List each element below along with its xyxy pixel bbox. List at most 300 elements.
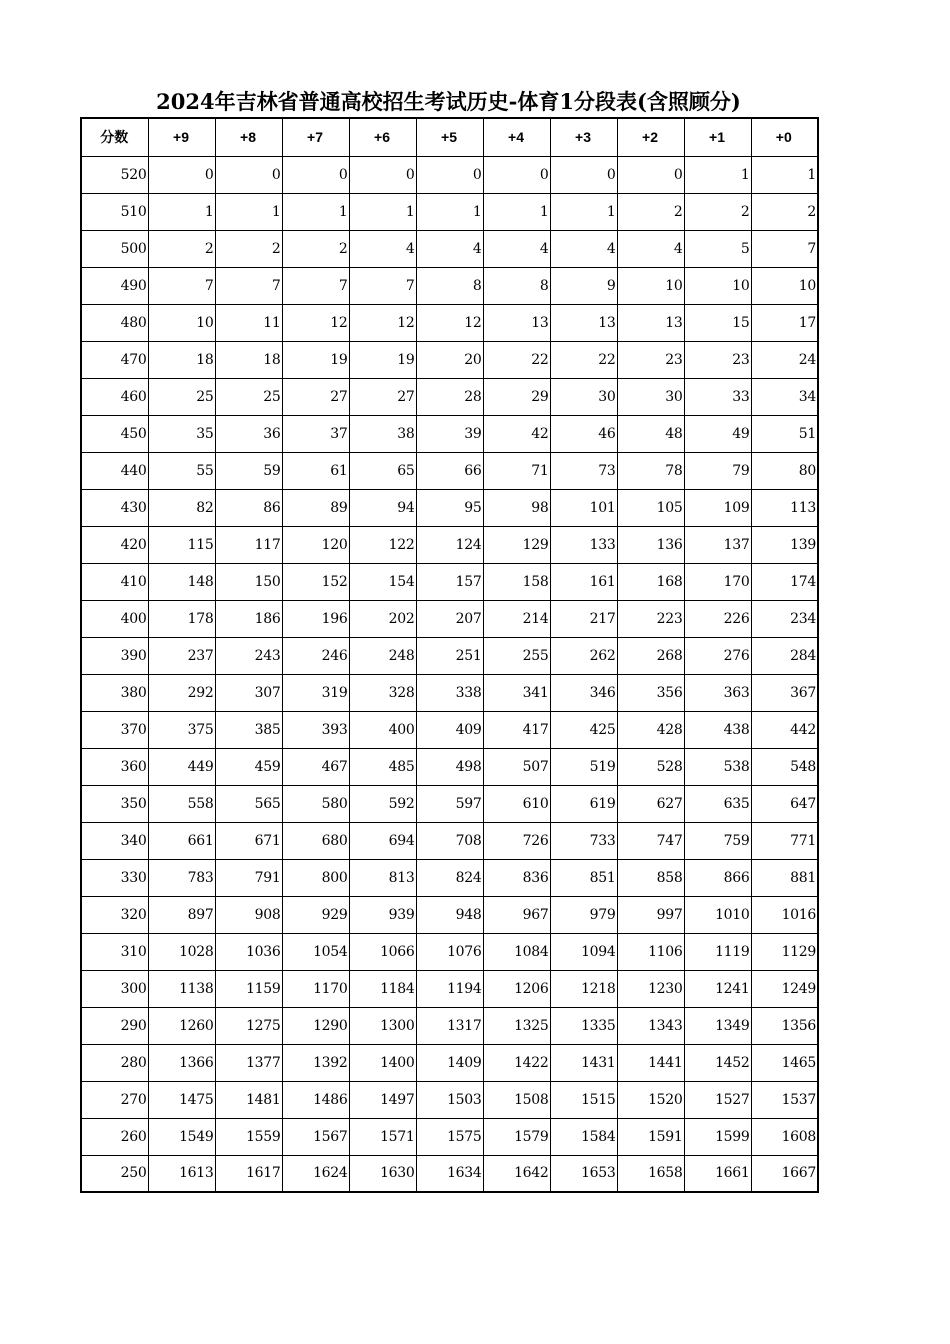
header-row <box>81 118 818 156</box>
count-cell: 1409 <box>416 1044 483 1081</box>
count-cell: 449 <box>148 748 215 785</box>
count-cell: 1549 <box>148 1118 215 1155</box>
table-row <box>81 859 818 896</box>
column-header-offset: +3 <box>550 118 617 156</box>
count-cell: 66 <box>416 452 483 489</box>
count-cell: 4 <box>483 230 550 267</box>
score-cell: 260 <box>81 1118 148 1155</box>
count-cell: 1392 <box>282 1044 349 1081</box>
count-cell: 36 <box>215 415 282 452</box>
count-cell: 1634 <box>416 1155 483 1192</box>
count-cell: 409 <box>416 711 483 748</box>
table-row <box>81 230 818 267</box>
count-cell: 30 <box>550 378 617 415</box>
count-cell: 5 <box>684 230 751 267</box>
count-cell: 251 <box>416 637 483 674</box>
count-cell: 1084 <box>483 933 550 970</box>
count-cell: 1559 <box>215 1118 282 1155</box>
count-cell: 400 <box>349 711 416 748</box>
count-cell: 1119 <box>684 933 751 970</box>
count-cell: 17 <box>751 304 818 341</box>
table-row <box>81 193 818 230</box>
count-cell: 800 <box>282 859 349 896</box>
count-cell: 813 <box>349 859 416 896</box>
count-cell: 7 <box>349 267 416 304</box>
count-cell: 1400 <box>349 1044 416 1081</box>
table-header <box>81 118 818 156</box>
count-cell: 10 <box>684 267 751 304</box>
count-cell: 25 <box>148 378 215 415</box>
column-header-offset: +7 <box>282 118 349 156</box>
count-cell: 152 <box>282 563 349 600</box>
count-cell: 115 <box>148 526 215 563</box>
count-cell: 1275 <box>215 1007 282 1044</box>
count-cell: 38 <box>349 415 416 452</box>
count-cell: 610 <box>483 785 550 822</box>
table-row <box>81 785 818 822</box>
count-cell: 2 <box>148 230 215 267</box>
count-cell: 1 <box>483 193 550 230</box>
count-cell: 2 <box>684 193 751 230</box>
count-cell: 385 <box>215 711 282 748</box>
count-cell: 20 <box>416 341 483 378</box>
count-cell: 647 <box>751 785 818 822</box>
count-cell: 170 <box>684 563 751 600</box>
count-cell: 196 <box>282 600 349 637</box>
count-cell: 824 <box>416 859 483 896</box>
count-cell: 101 <box>550 489 617 526</box>
count-cell: 1571 <box>349 1118 416 1155</box>
count-cell: 2 <box>215 230 282 267</box>
count-cell: 71 <box>483 452 550 489</box>
score-cell: 310 <box>81 933 148 970</box>
count-cell: 375 <box>148 711 215 748</box>
count-cell: 1325 <box>483 1007 550 1044</box>
table-row <box>81 600 818 637</box>
count-cell: 33 <box>684 378 751 415</box>
count-cell: 592 <box>349 785 416 822</box>
count-cell: 13 <box>483 304 550 341</box>
score-cell: 350 <box>81 785 148 822</box>
count-cell: 7 <box>148 267 215 304</box>
count-cell: 0 <box>550 156 617 193</box>
count-cell: 49 <box>684 415 751 452</box>
count-cell: 23 <box>684 341 751 378</box>
count-cell: 82 <box>148 489 215 526</box>
count-cell: 8 <box>416 267 483 304</box>
column-header-offset: +5 <box>416 118 483 156</box>
count-cell: 425 <box>550 711 617 748</box>
count-cell: 10 <box>751 267 818 304</box>
score-cell: 450 <box>81 415 148 452</box>
count-cell: 338 <box>416 674 483 711</box>
count-cell: 428 <box>617 711 684 748</box>
count-cell: 22 <box>550 341 617 378</box>
count-cell: 1184 <box>349 970 416 1007</box>
count-cell: 558 <box>148 785 215 822</box>
count-cell: 1653 <box>550 1155 617 1192</box>
count-cell: 580 <box>282 785 349 822</box>
count-cell: 1 <box>349 193 416 230</box>
count-cell: 1537 <box>751 1081 818 1118</box>
table-row <box>81 563 818 600</box>
count-cell: 1106 <box>617 933 684 970</box>
table-row <box>81 1155 818 1192</box>
score-cell: 330 <box>81 859 148 896</box>
score-cell: 500 <box>81 230 148 267</box>
count-cell: 9 <box>550 267 617 304</box>
count-cell: 18 <box>215 341 282 378</box>
count-cell: 12 <box>282 304 349 341</box>
table-row <box>81 637 818 674</box>
count-cell: 1591 <box>617 1118 684 1155</box>
count-cell: 997 <box>617 896 684 933</box>
count-cell: 25 <box>215 378 282 415</box>
table-row <box>81 896 818 933</box>
count-cell: 1377 <box>215 1044 282 1081</box>
table-body <box>81 156 818 1192</box>
table-row <box>81 933 818 970</box>
count-cell: 73 <box>550 452 617 489</box>
column-header-offset: +1 <box>684 118 751 156</box>
count-cell: 0 <box>617 156 684 193</box>
count-cell: 759 <box>684 822 751 859</box>
count-cell: 178 <box>148 600 215 637</box>
score-cell: 410 <box>81 563 148 600</box>
count-cell: 442 <box>751 711 818 748</box>
count-cell: 858 <box>617 859 684 896</box>
count-cell: 94 <box>349 489 416 526</box>
score-cell: 370 <box>81 711 148 748</box>
count-cell: 18 <box>148 341 215 378</box>
count-cell: 51 <box>751 415 818 452</box>
count-cell: 1661 <box>684 1155 751 1192</box>
count-cell: 158 <box>483 563 550 600</box>
count-cell: 13 <box>617 304 684 341</box>
count-cell: 4 <box>416 230 483 267</box>
count-cell: 1527 <box>684 1081 751 1118</box>
score-cell: 290 <box>81 1007 148 1044</box>
count-cell: 1 <box>282 193 349 230</box>
score-cell: 280 <box>81 1044 148 1081</box>
count-cell: 680 <box>282 822 349 859</box>
count-cell: 548 <box>751 748 818 785</box>
score-cell: 340 <box>81 822 148 859</box>
score-cell: 490 <box>81 267 148 304</box>
count-cell: 627 <box>617 785 684 822</box>
count-cell: 150 <box>215 563 282 600</box>
count-cell: 1010 <box>684 896 751 933</box>
count-cell: 133 <box>550 526 617 563</box>
table-row <box>81 341 818 378</box>
count-cell: 485 <box>349 748 416 785</box>
score-cell: 390 <box>81 637 148 674</box>
count-cell: 1431 <box>550 1044 617 1081</box>
page-title: 2024年吉林省普通高校招生考试历史-体育1分段表(含照顾分) <box>156 89 741 114</box>
count-cell: 1 <box>684 156 751 193</box>
count-cell: 1608 <box>751 1118 818 1155</box>
count-cell: 635 <box>684 785 751 822</box>
count-cell: 7 <box>751 230 818 267</box>
count-cell: 237 <box>148 637 215 674</box>
count-cell: 30 <box>617 378 684 415</box>
count-cell: 7 <box>282 267 349 304</box>
count-cell: 24 <box>751 341 818 378</box>
count-cell: 1343 <box>617 1007 684 1044</box>
count-cell: 1159 <box>215 970 282 1007</box>
count-cell: 1290 <box>282 1007 349 1044</box>
table-row <box>81 415 818 452</box>
count-cell: 13 <box>550 304 617 341</box>
count-cell: 0 <box>416 156 483 193</box>
count-cell: 276 <box>684 637 751 674</box>
count-cell: 341 <box>483 674 550 711</box>
column-header-offset: +6 <box>349 118 416 156</box>
count-cell: 117 <box>215 526 282 563</box>
count-cell: 80 <box>751 452 818 489</box>
table-row <box>81 526 818 563</box>
count-cell: 1667 <box>751 1155 818 1192</box>
count-cell: 4 <box>349 230 416 267</box>
count-cell: 168 <box>617 563 684 600</box>
table-row <box>81 1044 818 1081</box>
count-cell: 1206 <box>483 970 550 1007</box>
count-cell: 1579 <box>483 1118 550 1155</box>
count-cell: 1 <box>148 193 215 230</box>
count-cell: 129 <box>483 526 550 563</box>
count-cell: 1335 <box>550 1007 617 1044</box>
count-cell: 37 <box>282 415 349 452</box>
count-cell: 22 <box>483 341 550 378</box>
count-cell: 948 <box>416 896 483 933</box>
score-cell: 430 <box>81 489 148 526</box>
count-cell: 19 <box>282 341 349 378</box>
column-header-offset: +2 <box>617 118 684 156</box>
count-cell: 671 <box>215 822 282 859</box>
score-cell: 320 <box>81 896 148 933</box>
count-cell: 0 <box>148 156 215 193</box>
count-cell: 124 <box>416 526 483 563</box>
count-cell: 1599 <box>684 1118 751 1155</box>
score-cell: 510 <box>81 193 148 230</box>
count-cell: 1260 <box>148 1007 215 1044</box>
count-cell: 1 <box>416 193 483 230</box>
table-row <box>81 156 818 193</box>
count-cell: 328 <box>349 674 416 711</box>
count-cell: 0 <box>483 156 550 193</box>
count-cell: 1 <box>751 156 818 193</box>
count-cell: 1054 <box>282 933 349 970</box>
column-header-offset: +9 <box>148 118 215 156</box>
count-cell: 89 <box>282 489 349 526</box>
score-cell: 460 <box>81 378 148 415</box>
count-cell: 346 <box>550 674 617 711</box>
count-cell: 1300 <box>349 1007 416 1044</box>
count-cell: 507 <box>483 748 550 785</box>
count-cell: 284 <box>751 637 818 674</box>
count-cell: 881 <box>751 859 818 896</box>
count-cell: 619 <box>550 785 617 822</box>
count-cell: 1503 <box>416 1081 483 1118</box>
count-cell: 1016 <box>751 896 818 933</box>
count-cell: 528 <box>617 748 684 785</box>
count-cell: 27 <box>349 378 416 415</box>
count-cell: 1481 <box>215 1081 282 1118</box>
table-row <box>81 1007 818 1044</box>
count-cell: 694 <box>349 822 416 859</box>
count-cell: 120 <box>282 526 349 563</box>
count-cell: 248 <box>349 637 416 674</box>
count-cell: 105 <box>617 489 684 526</box>
count-cell: 1 <box>550 193 617 230</box>
count-cell: 0 <box>349 156 416 193</box>
count-cell: 1497 <box>349 1081 416 1118</box>
count-cell: 1170 <box>282 970 349 1007</box>
count-cell: 1138 <box>148 970 215 1007</box>
count-cell: 79 <box>684 452 751 489</box>
count-cell: 1317 <box>416 1007 483 1044</box>
count-cell: 154 <box>349 563 416 600</box>
count-cell: 98 <box>483 489 550 526</box>
count-cell: 39 <box>416 415 483 452</box>
score-cell: 300 <box>81 970 148 1007</box>
count-cell: 1366 <box>148 1044 215 1081</box>
count-cell: 565 <box>215 785 282 822</box>
count-cell: 1630 <box>349 1155 416 1192</box>
count-cell: 15 <box>684 304 751 341</box>
count-cell: 78 <box>617 452 684 489</box>
count-cell: 1441 <box>617 1044 684 1081</box>
table-row <box>81 378 818 415</box>
count-cell: 498 <box>416 748 483 785</box>
count-cell: 1036 <box>215 933 282 970</box>
count-cell: 113 <box>751 489 818 526</box>
count-cell: 8 <box>483 267 550 304</box>
count-cell: 10 <box>148 304 215 341</box>
count-cell: 1129 <box>751 933 818 970</box>
count-cell: 243 <box>215 637 282 674</box>
score-cell: 440 <box>81 452 148 489</box>
score-cell: 360 <box>81 748 148 785</box>
count-cell: 939 <box>349 896 416 933</box>
table-row <box>81 489 818 526</box>
count-cell: 2 <box>751 193 818 230</box>
table-row <box>81 1081 818 1118</box>
score-cell: 480 <box>81 304 148 341</box>
table-row <box>81 674 818 711</box>
count-cell: 4 <box>550 230 617 267</box>
count-cell: 1249 <box>751 970 818 1007</box>
count-cell: 363 <box>684 674 751 711</box>
column-header-offset: +8 <box>215 118 282 156</box>
table-row <box>81 711 818 748</box>
count-cell: 1617 <box>215 1155 282 1192</box>
count-cell: 55 <box>148 452 215 489</box>
count-cell: 27 <box>282 378 349 415</box>
count-cell: 10 <box>617 267 684 304</box>
count-cell: 59 <box>215 452 282 489</box>
table-row <box>81 748 818 785</box>
count-cell: 42 <box>483 415 550 452</box>
count-cell: 1349 <box>684 1007 751 1044</box>
column-header-offset: +4 <box>483 118 550 156</box>
count-cell: 1241 <box>684 970 751 1007</box>
count-cell: 897 <box>148 896 215 933</box>
count-cell: 137 <box>684 526 751 563</box>
count-cell: 866 <box>684 859 751 896</box>
count-cell: 207 <box>416 600 483 637</box>
count-cell: 1066 <box>349 933 416 970</box>
count-cell: 1230 <box>617 970 684 1007</box>
count-cell: 319 <box>282 674 349 711</box>
count-cell: 161 <box>550 563 617 600</box>
count-cell: 234 <box>751 600 818 637</box>
count-cell: 1465 <box>751 1044 818 1081</box>
count-cell: 223 <box>617 600 684 637</box>
count-cell: 783 <box>148 859 215 896</box>
count-cell: 262 <box>550 637 617 674</box>
count-cell: 979 <box>550 896 617 933</box>
count-cell: 1515 <box>550 1081 617 1118</box>
count-cell: 1575 <box>416 1118 483 1155</box>
count-cell: 157 <box>416 563 483 600</box>
column-header-score: 分数 <box>81 118 148 156</box>
count-cell: 1520 <box>617 1081 684 1118</box>
score-cell: 270 <box>81 1081 148 1118</box>
count-cell: 417 <box>483 711 550 748</box>
count-cell: 7 <box>215 267 282 304</box>
count-cell: 136 <box>617 526 684 563</box>
count-cell: 1076 <box>416 933 483 970</box>
count-cell: 122 <box>349 526 416 563</box>
count-cell: 2 <box>617 193 684 230</box>
count-cell: 438 <box>684 711 751 748</box>
count-cell: 1508 <box>483 1081 550 1118</box>
count-cell: 1452 <box>684 1044 751 1081</box>
count-cell: 1422 <box>483 1044 550 1081</box>
count-cell: 95 <box>416 489 483 526</box>
count-cell: 1356 <box>751 1007 818 1044</box>
score-distribution-table <box>80 117 819 1193</box>
count-cell: 292 <box>148 674 215 711</box>
count-cell: 597 <box>416 785 483 822</box>
count-cell: 307 <box>215 674 282 711</box>
count-cell: 214 <box>483 600 550 637</box>
count-cell: 217 <box>550 600 617 637</box>
count-cell: 109 <box>684 489 751 526</box>
count-cell: 1567 <box>282 1118 349 1155</box>
count-cell: 1613 <box>148 1155 215 1192</box>
table-row <box>81 822 818 859</box>
count-cell: 1658 <box>617 1155 684 1192</box>
count-cell: 255 <box>483 637 550 674</box>
table-row <box>81 1118 818 1155</box>
count-cell: 836 <box>483 859 550 896</box>
count-cell: 367 <box>751 674 818 711</box>
count-cell: 29 <box>483 378 550 415</box>
count-cell: 929 <box>282 896 349 933</box>
score-cell: 400 <box>81 600 148 637</box>
count-cell: 733 <box>550 822 617 859</box>
count-cell: 34 <box>751 378 818 415</box>
count-cell: 519 <box>550 748 617 785</box>
count-cell: 1028 <box>148 933 215 970</box>
count-cell: 12 <box>349 304 416 341</box>
count-cell: 459 <box>215 748 282 785</box>
count-cell: 23 <box>617 341 684 378</box>
count-cell: 538 <box>684 748 751 785</box>
count-cell: 356 <box>617 674 684 711</box>
